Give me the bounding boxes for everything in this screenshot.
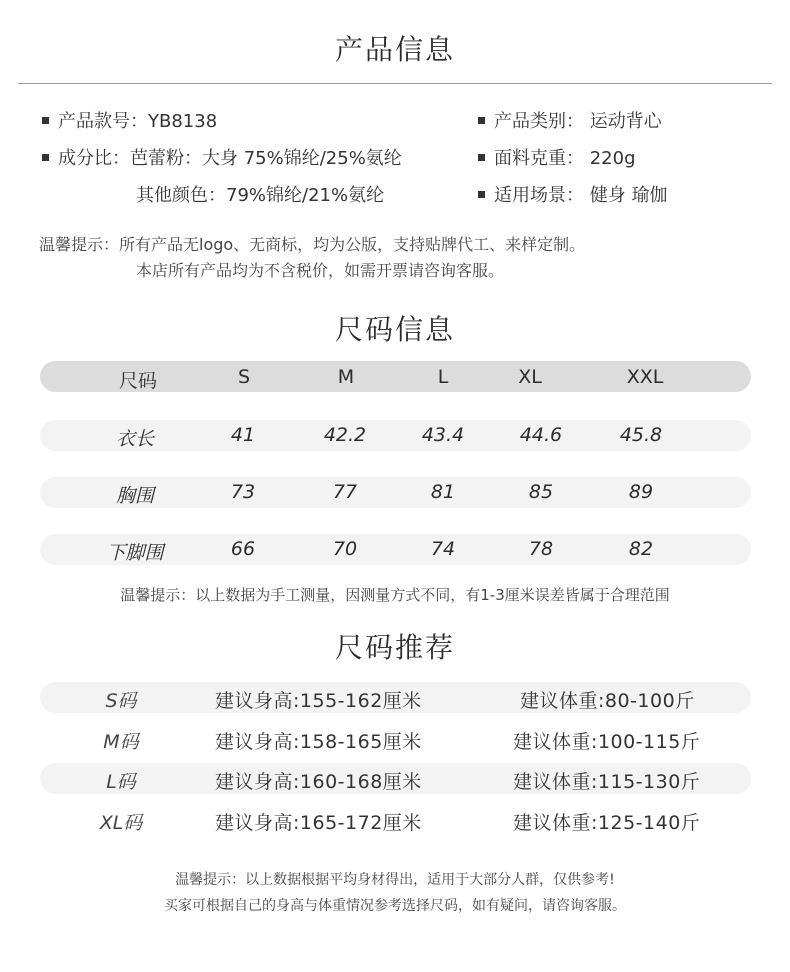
rec-size-label: M码 (103, 731, 139, 753)
table-cell: 77 (332, 481, 358, 503)
rec-height: 建议身高:165-172厘米 (215, 812, 422, 834)
rec-weight: 建议体重:115-130斤 (513, 771, 701, 793)
product-info-title: 产品信息 (334, 33, 455, 66)
table-cell: 82 (628, 538, 654, 560)
rec-weight: 建议体重:125-140斤 (513, 812, 701, 834)
bullet-icon (478, 154, 485, 161)
table-cell: 73 (230, 481, 256, 503)
info-composition-text: 成分比：芭蕾粉：大身 75%锦纶/25%氨纶 (58, 148, 402, 169)
table-cell: 85 (528, 481, 554, 503)
row-label-chest: 胸围 (115, 485, 154, 507)
size-rec-title: 尺码推荐 (334, 631, 455, 664)
rec-height: 建议身高:155-162厘米 (215, 690, 422, 712)
table-cell: 70 (332, 538, 358, 560)
table-cell: 81 (430, 481, 456, 503)
tip-line-2: 本店所有产品均为不含税价，如需开票请咨询客服。 (136, 261, 505, 280)
row-label-hem: 下脚围 (106, 542, 164, 564)
info-model-text: 产品款号：YB8138 (58, 111, 218, 132)
info-category-text: 产品类别： 运动背心 (494, 111, 662, 132)
table-cell: 44.6 (519, 424, 563, 446)
rec-size-label: XL码 (99, 812, 143, 834)
table-cell: 74 (430, 538, 456, 560)
bullet-icon (478, 117, 485, 124)
table-cell: 43.4 (421, 424, 465, 446)
info-fabric-weight (478, 144, 636, 170)
rec-note-line-2: 买家可根据自己的身高与体重情况参考选择尺码，如有疑问，请咨询客服。 (164, 898, 626, 914)
size-header-l: L (437, 366, 449, 388)
info-scene-text: 适用场景： 健身 瑜伽 (494, 185, 668, 206)
rec-note-line-1: 温馨提示：以上数据根据平均身材得出，适用于大部分人群，仅供参考! (175, 872, 615, 888)
rec-weight: 建议体重:100-115斤 (513, 731, 701, 753)
rec-weight: 建议体重:80-100斤 (520, 690, 695, 712)
rec-size-label: S码 (105, 690, 137, 712)
bullet-icon (42, 117, 49, 124)
table-cell: 41 (230, 424, 256, 446)
size-header-s: S (237, 366, 251, 388)
title-divider (18, 83, 772, 84)
bullet-icon (42, 154, 49, 161)
rec-size-label: L码 (106, 771, 136, 793)
rec-height: 建议身高:158-165厘米 (215, 731, 422, 753)
bullet-icon (478, 191, 485, 198)
size-header-xxl: XXL (626, 366, 664, 388)
size-header-label: 尺码 (118, 370, 157, 392)
row-label-length: 衣长 (115, 428, 154, 450)
info-scene (478, 181, 667, 207)
table-cell: 45.8 (619, 424, 663, 446)
info-model (42, 107, 217, 133)
info-category (478, 107, 662, 133)
table-cell: 42.2 (323, 424, 367, 446)
size-header-m: M (337, 366, 355, 388)
tip-line-1: 温馨提示：所有产品无logo、无商标，均为公版，支持贴牌代工、来样定制。 (39, 235, 586, 254)
info-fabric-weight-text: 面料克重： 220g (494, 148, 636, 169)
table-cell: 78 (528, 538, 554, 560)
table-cell: 89 (628, 481, 654, 503)
info-composition-other: 其他颜色：79%锦纶/21%氨纶 (136, 185, 385, 206)
table-cell: 66 (230, 538, 256, 560)
size-note: 温馨提示：以上数据为手工测量，因测量方式不同，有1-3厘米误差皆属于合理范围 (120, 586, 670, 604)
rec-height: 建议身高:160-168厘米 (215, 771, 422, 793)
size-info-title: 尺码信息 (334, 313, 455, 346)
size-header-xl: XL (518, 366, 542, 388)
info-composition (42, 144, 402, 170)
